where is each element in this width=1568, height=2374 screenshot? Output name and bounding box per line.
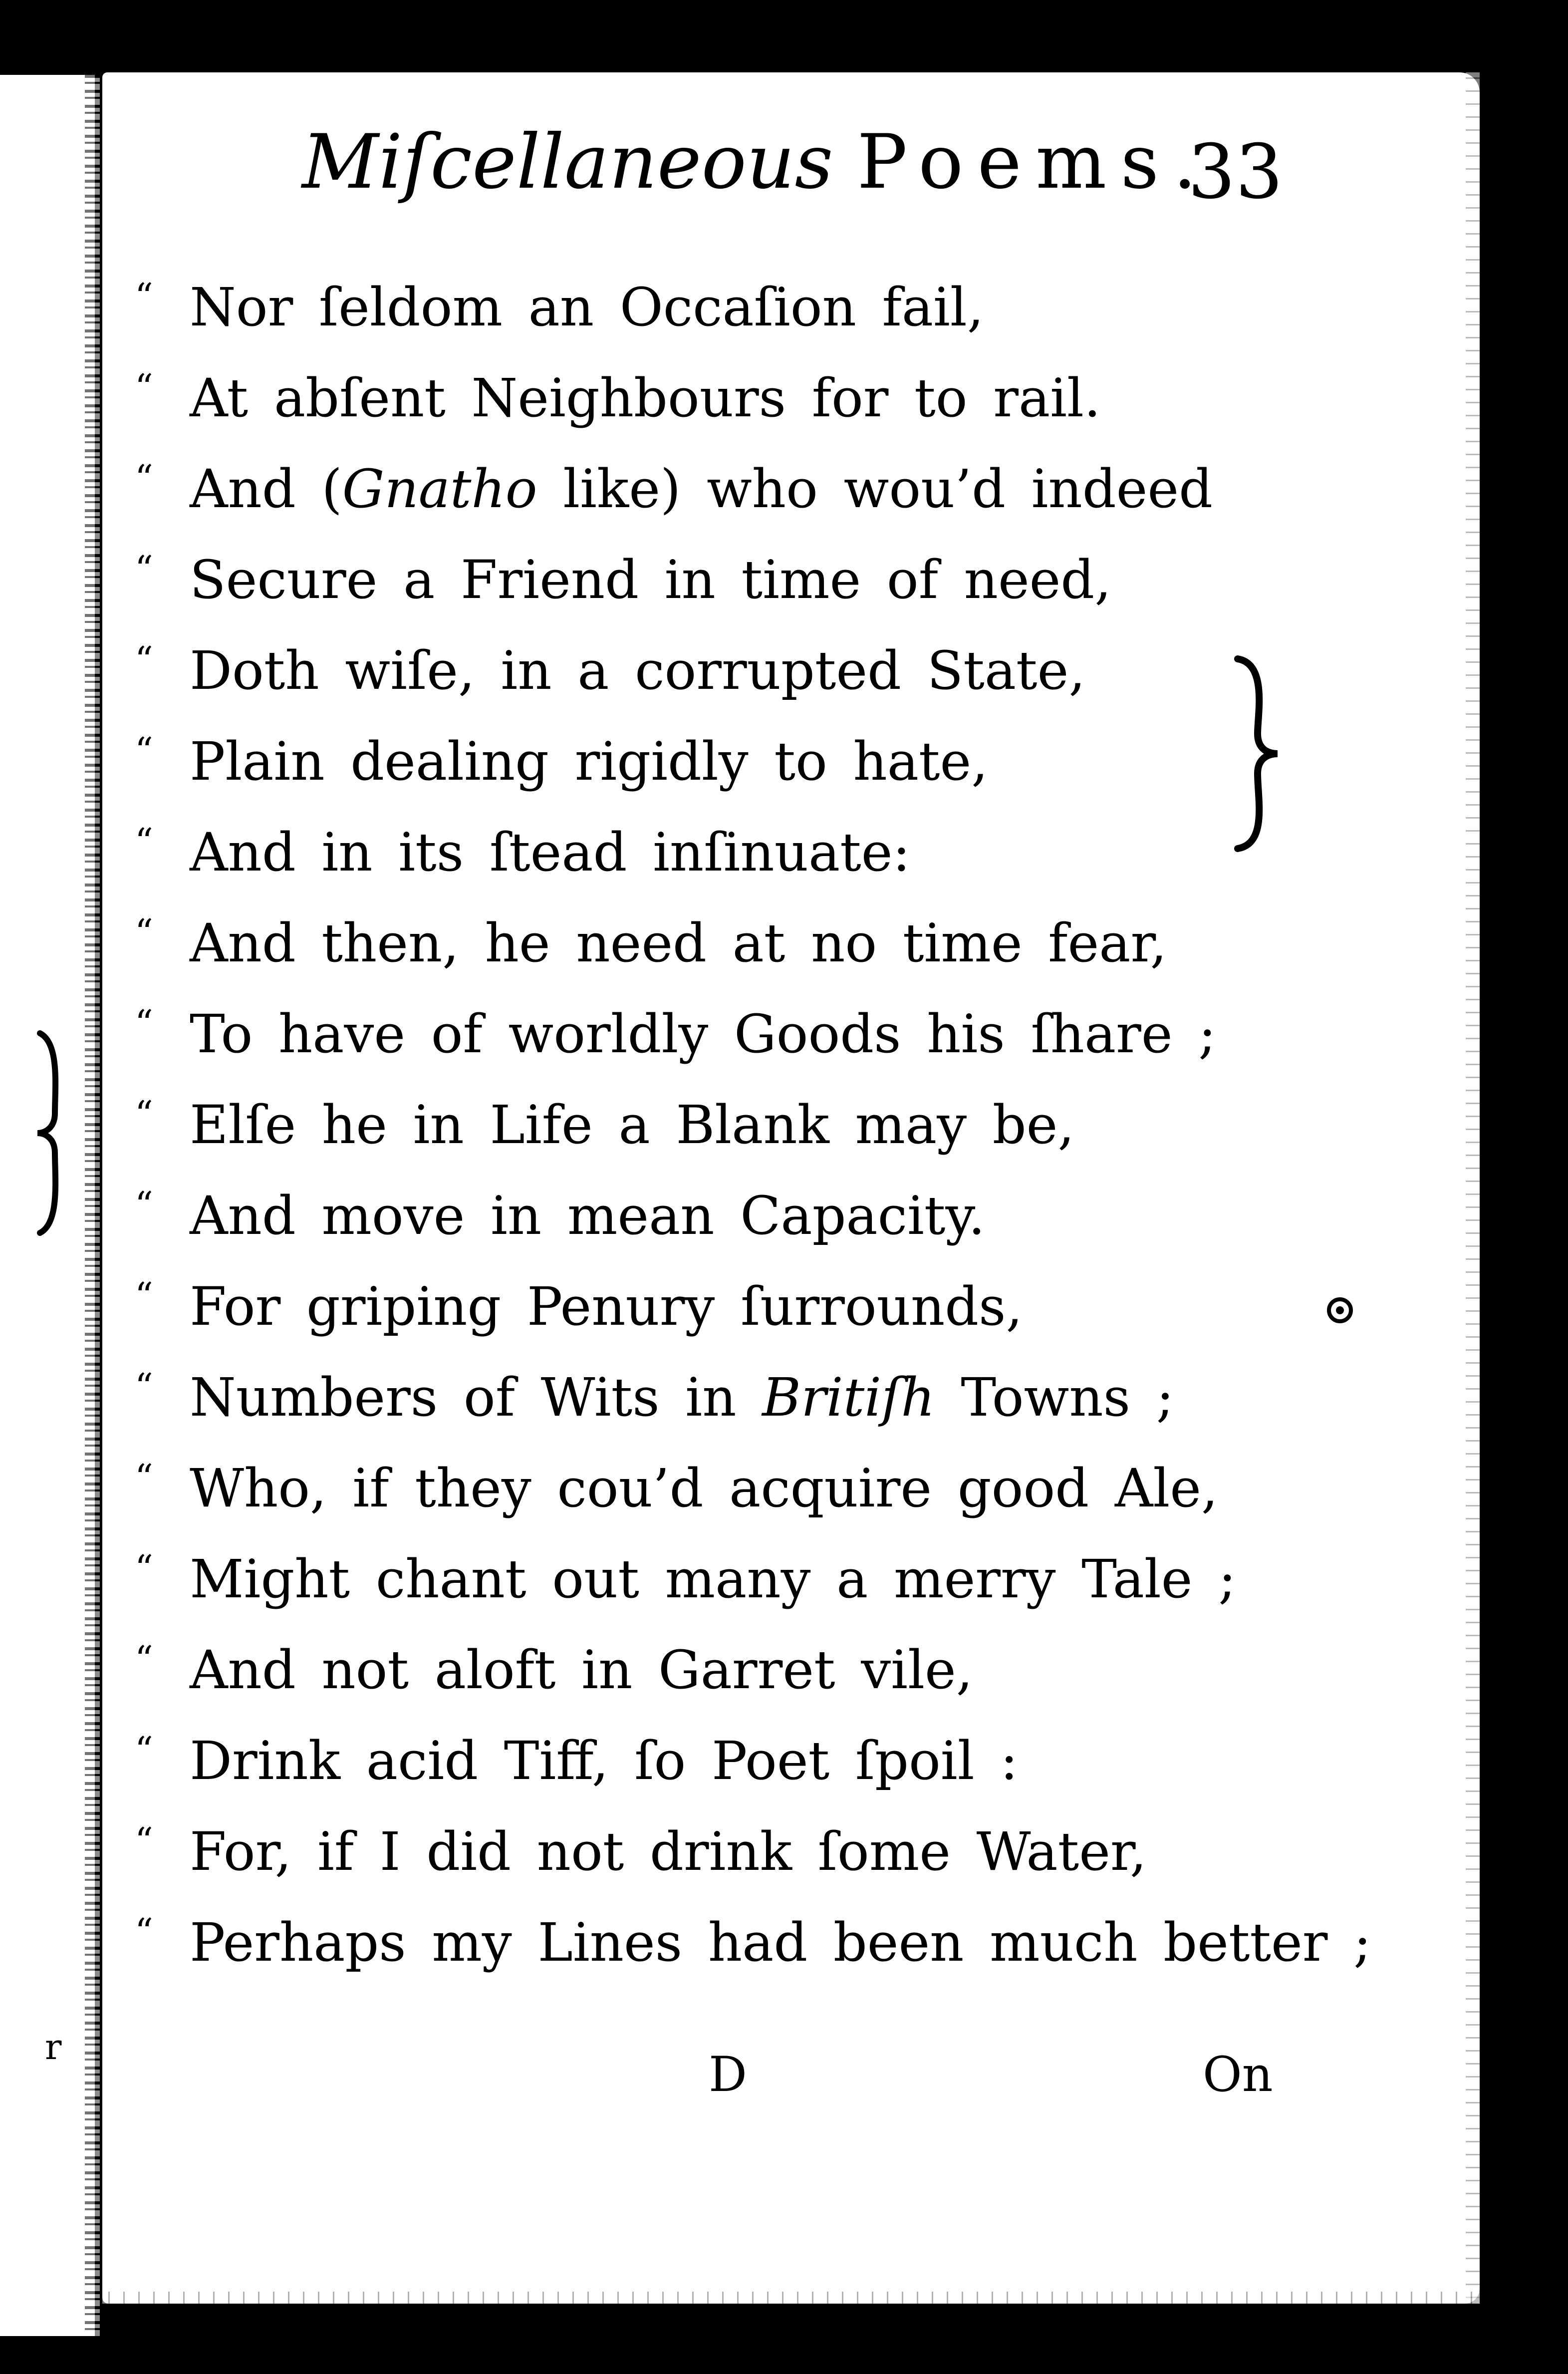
verse-line (135, 1080, 1357, 1171)
verse-line (135, 1806, 1357, 1897)
verse-line-text: Elſe he in Life a Blank may be, (190, 1094, 1075, 1156)
verse-line-text: Who, if they cou’d acquire good Ale, (190, 1458, 1218, 1519)
verse-text-italic: Britiſh (762, 1367, 935, 1428)
running-title-caps: Poems. (857, 119, 1211, 206)
margin-ornament-icon (1322, 1293, 1357, 1328)
verse-line (135, 535, 1357, 625)
running-title (302, 119, 1211, 206)
opening-quote-mark: “ (135, 639, 153, 681)
opening-quote-mark: “ (135, 1729, 153, 1771)
verse-text-italic: Gnatho (342, 458, 537, 520)
verse-line (135, 1261, 1357, 1352)
opening-quote-mark: “ (135, 1911, 153, 1953)
opening-quote-mark: “ (135, 821, 153, 863)
verse-text-roman: like) who wou’d indeed (537, 458, 1213, 520)
verse-line (135, 353, 1357, 444)
verse-line (135, 1897, 1371, 1988)
opening-quote-mark: “ (135, 1002, 153, 1044)
facing-page-gutter (85, 75, 100, 2336)
verse-line (135, 716, 1357, 807)
left-brace-icon (35, 1028, 65, 1238)
opening-quote-mark: “ (135, 1275, 153, 1317)
verse-line (135, 807, 1357, 898)
verse-line-text: And then, he need at no time fear, (190, 912, 1167, 974)
verse-line (135, 989, 1357, 1080)
signature-mark: D (709, 2047, 747, 2102)
opening-quote-mark: “ (135, 1184, 153, 1226)
verse-line (135, 1625, 1357, 1716)
verse-line-text: Secure a Friend in time of need, (190, 549, 1111, 610)
verse-line (135, 1171, 1357, 1261)
verse-line-text: And not aloft in Garret vile, (190, 1639, 973, 1701)
verse-line (135, 1352, 1357, 1443)
running-title-italic: Miſcellaneous (302, 119, 833, 206)
verse-line (135, 444, 1357, 535)
verse-line-text: Plain dealing rigidly to hate, (190, 731, 988, 792)
page-number: 33 (1188, 129, 1283, 216)
opening-quote-mark: “ (135, 911, 153, 953)
opening-quote-mark: “ (135, 1547, 153, 1589)
opening-quote-mark: “ (135, 1638, 153, 1680)
opening-quote-mark: “ (135, 1093, 153, 1135)
verse-text-roman: Numbers of Wits in (190, 1367, 763, 1428)
verse-line-text: For griping Penury ſurrounds, (190, 1276, 1023, 1337)
verse-line-text: Nor ſeldom an Occaſion fail, (190, 277, 984, 338)
right-brace-icon (1228, 654, 1288, 854)
verse-text-roman: Towns ; (935, 1367, 1174, 1428)
verse-line-text (190, 1352, 1174, 1443)
running-header (202, 115, 1320, 225)
verse-line-text (190, 444, 1213, 535)
verse-line (135, 1716, 1357, 1806)
page-footer (709, 2047, 1307, 2111)
opening-quote-mark: “ (135, 366, 153, 408)
opening-quote-mark: “ (135, 1457, 153, 1498)
verse-line-text: And in its ſtead inſinuate: (190, 822, 911, 883)
opening-quote-mark: “ (135, 276, 153, 317)
verse-line-text: Drink acid Tiff, ſo Poet ſpoil : (190, 1730, 1019, 1791)
opening-quote-mark: “ (135, 730, 153, 772)
verse-text-roman: And ( (190, 458, 342, 520)
verse-line (135, 898, 1357, 989)
verse-line-text: Doth wiſe, in a corrupted State, (190, 640, 1086, 701)
opening-quote-mark: “ (135, 548, 153, 590)
verse-line (135, 1443, 1357, 1534)
opening-quote-mark: “ (135, 1820, 153, 1862)
catchword: On (1203, 2047, 1273, 2102)
verse-line (135, 1534, 1357, 1625)
verse-line-text: Perhaps my Lines had been much better ; (190, 1912, 1371, 1973)
facing-page-letter: r (45, 2027, 62, 2068)
verse-line-text: At abſent Neighbours for to rail. (190, 367, 1101, 429)
opening-quote-mark: “ (135, 457, 153, 499)
verse-line-text: Might chant out many a merry Tale ; (190, 1548, 1236, 1610)
verse-line-text: And move in mean Capacity. (190, 1185, 985, 1246)
opening-quote-mark: “ (135, 1366, 153, 1408)
verse-line (135, 262, 1357, 353)
poem-verse (135, 262, 1371, 1988)
verse-line-text: To have of worldly Goods his ſhare ; (190, 1003, 1216, 1065)
page-bottom-edge (102, 2292, 1480, 2304)
verse-line (135, 625, 1357, 716)
verse-line-text: For, if I did not drink ſome Water, (190, 1821, 1147, 1882)
page-right-edge (1466, 72, 1480, 2304)
